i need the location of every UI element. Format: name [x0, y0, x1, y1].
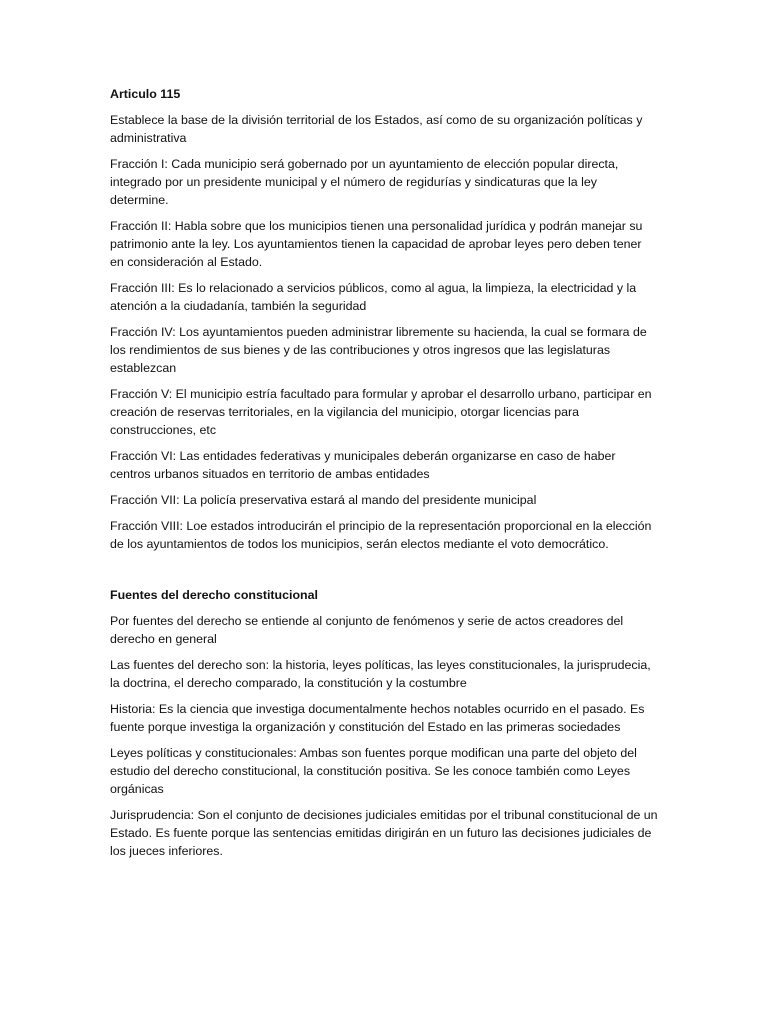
fraction-paragraph: Fracción III: Es lo relacionado a servicios públicos, como al agua, la limpieza, la electricidad y la atención a la ciudadanía, también la seguridad [110, 281, 637, 313]
body-paragraph: Leyes políticas y constitucionales: Ambas son fuentes porque modifican una parte del objeto del estudio del derecho constitucional, la constitución positiva. Se les conoce también como Leyes orgánicas [110, 746, 637, 796]
fraction-paragraph: Fracción VI: Las entidades federativas y municipales deberán organizarse en caso de haber centros urbanos situados en territorio de ambas entidades [110, 449, 616, 481]
body-paragraph: Las fuentes del derecho son: la historia, leyes políticas, las leyes constitucionales, la jurisprudecia, la doctrina, el derecho comparado, la constitución y la costumbre [110, 658, 651, 690]
fraction-paragraph: Fracción VIII: Loe estados introducirán el principio de la representación proporcional en la elección de los ayuntamientos de todos los municipios, serán electos mediante el voto democrático. [110, 519, 652, 551]
body-paragraph: Por fuentes del derecho se entiende al conjunto de fenómenos y serie de actos creadores del derecho en general [110, 614, 624, 646]
fraction-paragraph: Fracción IV: Los ayuntamientos pueden administrar libremente su hacienda, la cual se formara de los rendimientos de sus bienes y de las contribuciones y otros ingresos que las legislaturas establezcan [110, 325, 647, 375]
section-articulo-115 [110, 85, 658, 553]
body-paragraph: Jurisprudencia: Son el conjunto de decisiones judiciales emitidas por el tribunal constitucional de un Estado. Es fuente porque las sentencias emitidas dirigirán en un futuro las decisiones judiciales de los jueces inferiores. [110, 808, 658, 858]
section-fuentes-derecho [110, 586, 658, 860]
fraction-paragraph: Fracción VII: La policía preservativa estará al mando del presidente municipal [110, 493, 537, 507]
section-spacer [110, 561, 658, 586]
fraction-paragraph: Fracción I: Cada municipio será gobernado por un ayuntamiento de elección popular directa, integrado por un presidente municipal y el número de regidurías y sindicaturas que la ley determine. [110, 157, 619, 207]
fraction-paragraph: Fracción II: Habla sobre que los municipios tienen una personalidad jurídica y podrán manejar su patrimonio ante la ley. Los ayuntamientos tienen la capacidad de aprobar leyes pero deben tener en consideración al Estado. [110, 219, 643, 269]
section-title: Fuentes del derecho constitucional [110, 588, 318, 602]
intro-paragraph: Establece la base de la división territorial de los Estados, así como de su organización políticas y administrativa [110, 113, 643, 145]
section-title: Articulo 115 [110, 87, 181, 101]
body-paragraph: Historia: Es la ciencia que investiga documentalmente hechos notables ocurrido en el pasado. Es fuente porque investiga la organización y constitución del Estado en las primeras sociedades [110, 702, 645, 734]
fraction-paragraph: Fracción V: El municipio estría facultado para formular y aprobar el desarrollo urbano, participar en creación de reservas territoriales, en la vigilancia del municipio, otorgar licencias para construcciones, etc [110, 387, 652, 437]
